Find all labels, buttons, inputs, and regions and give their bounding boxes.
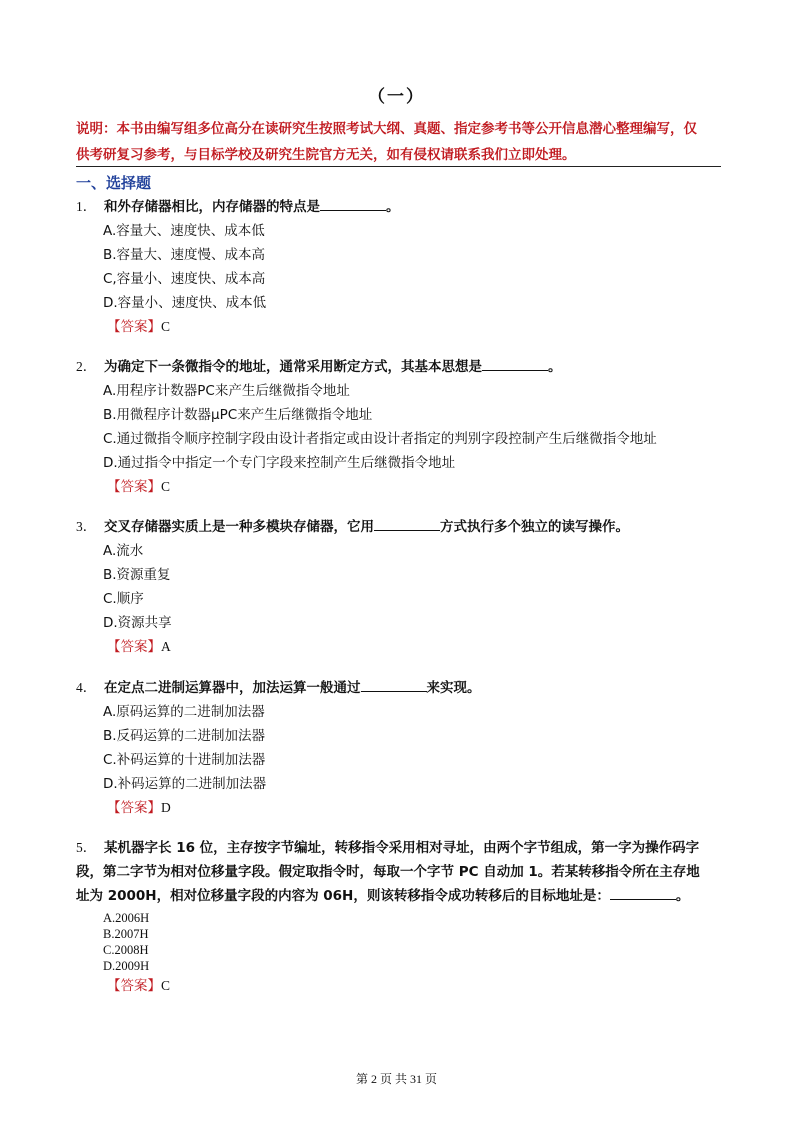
answer-blank (482, 356, 548, 371)
stem-tail: 。 (675, 888, 690, 904)
option-a: A.2006H (103, 911, 150, 925)
answer-label: 【答案】 (107, 800, 161, 816)
question-3 (76, 515, 721, 659)
stem-text: 和外存储器相比，内存储器的特点是 (104, 199, 320, 215)
option-b: B.用微程序计数器μPC来产生后继微指令地址 (103, 407, 373, 423)
stem-text-line-1: 某机器字长 16 位，主存按字节编址，转移指令采用相对寻址，由两个字节组成，第一字为操作码字 (104, 840, 700, 856)
answer-value: D (161, 800, 171, 815)
question-number: 4． (76, 680, 97, 695)
question-stem (76, 836, 721, 860)
stem-text-line-2: 段，第二字节为相对位移量字段。假定取指令时，每取一个字节 PC 自动加 1。若某转移指令所在主存地 (76, 864, 700, 880)
option-c: C,容量小、速度快、成本高 (103, 271, 266, 287)
question-number: 5． (76, 840, 97, 855)
answer-line (76, 475, 721, 499)
option-b: B.容量大、速度慢、成本高 (103, 247, 266, 263)
option-b: B.反码运算的二进制加法器 (103, 728, 266, 744)
option-b: B.2007H (103, 927, 149, 941)
option-c: C.顺序 (103, 591, 144, 607)
option-d: D.补码运算的二进制加法器 (103, 776, 267, 792)
answer-blank (610, 885, 676, 900)
stem-tail: 。 (386, 199, 400, 215)
answer-line (76, 974, 721, 998)
answer-line (76, 635, 721, 659)
answer-line (76, 315, 721, 339)
question-stem (76, 676, 721, 700)
section-heading: 一、选择题 (76, 174, 152, 192)
question-2 (76, 355, 721, 499)
stem-text: 在定点二进制运算器中，加法运算一般通过 (104, 680, 361, 696)
stem-text: 为确定下一条微指令的地址，通常采用断定方式，其基本思想是 (104, 359, 482, 375)
option-d: D.容量小、速度快、成本低 (103, 295, 267, 311)
option-a: A.用程序计数器PC来产生后继微指令地址 (103, 383, 350, 399)
answer-label: 【答案】 (107, 319, 161, 335)
divider (76, 166, 721, 167)
answer-value: C (161, 319, 171, 334)
answer-label: 【答案】 (107, 978, 161, 994)
option-a: A.容量大、速度快、成本低 (103, 223, 265, 239)
question-number: 1． (76, 199, 97, 214)
answer-blank (374, 516, 440, 531)
stem-text: 址为 2000H，相对位移量字段的内容为 06H，则该转移指令成功转移后的目标地址是： (76, 888, 610, 904)
option-c: C.2008H (103, 943, 149, 957)
question-1 (76, 195, 721, 339)
question-5 (76, 836, 721, 998)
answer-line (76, 796, 721, 820)
option-a: A.流水 (103, 543, 144, 559)
option-a: A.原码运算的二进制加法器 (103, 704, 265, 720)
question-number: 3． (76, 519, 97, 534)
question-number: 2． (76, 359, 97, 374)
option-d: D.通过指令中指定一个专门字段来控制产生后继微指令地址 (103, 455, 456, 471)
option-d: D.2009H (103, 959, 150, 973)
answer-blank (361, 677, 427, 692)
answer-value: A (161, 639, 171, 654)
answer-value: C (161, 479, 171, 494)
stem-text-line-3 (76, 884, 721, 908)
option-d: D.资源共享 (103, 615, 172, 631)
answer-label: 【答案】 (107, 479, 161, 495)
disclaimer-line-1: 说明：本书由编写组多位高分在读研究生按照考试大纲、真题、指定参考书等公开信息潜心整理编写，仅 (76, 121, 697, 137)
stem-tail: 来实现。 (426, 680, 481, 696)
question-stem (76, 515, 721, 539)
stem-text: 交叉存储器实质上是一种多模块存储器，它用 (104, 519, 374, 535)
question-stem (76, 355, 721, 379)
question-stem (76, 195, 721, 219)
option-c: C.通过微指令顺序控制字段由设计者指定或由设计者指定的判别字段控制产生后继微指令地址 (103, 431, 657, 447)
option-c: C.补码运算的十进制加法器 (103, 752, 266, 768)
stem-tail: 方式执行多个独立的读写操作。 (440, 519, 629, 535)
answer-label: 【答案】 (107, 639, 161, 655)
option-b: B.资源重复 (103, 567, 171, 583)
answer-blank (320, 196, 386, 211)
answer-value: C (161, 978, 171, 993)
page-number: 第 2 页 共 31 页 (355, 1072, 437, 1086)
page-title: （一） (368, 87, 425, 107)
question-4 (76, 676, 721, 820)
disclaimer-line-2: 供考研复习参考，与目标学校及研究生院官方无关，如有侵权请联系我们立即处理。 (76, 147, 576, 163)
stem-tail: 。 (548, 359, 562, 375)
